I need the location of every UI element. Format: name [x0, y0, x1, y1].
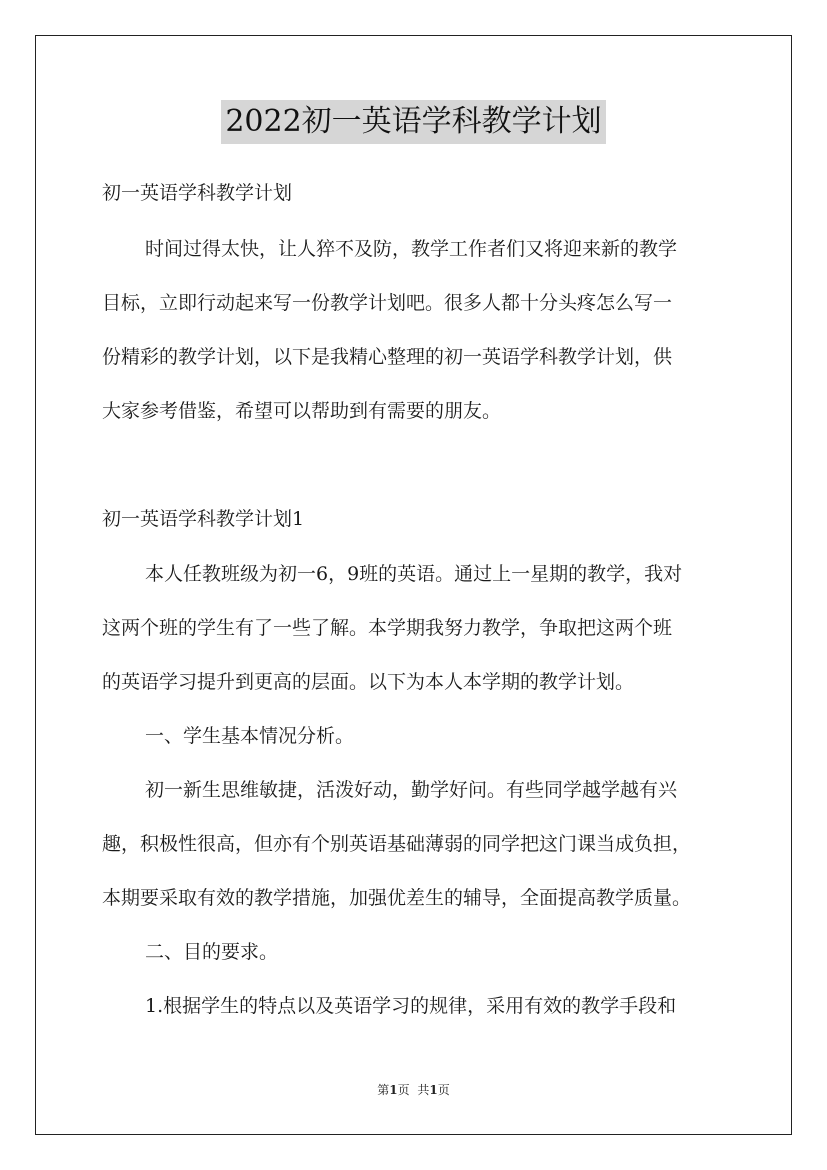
total-label-prefix: 共 — [417, 1083, 430, 1097]
paragraph-line: 大家参考借鉴，希望可以帮助到有需要的朋友。 — [102, 400, 502, 422]
section-heading-plan-1: 初一英语学科教学计划1 — [102, 508, 305, 530]
page-footer — [0, 1082, 827, 1098]
page-label-prefix: 第 — [377, 1083, 390, 1097]
subheading-goals: 二、目的要求。 — [145, 941, 279, 963]
paragraph-line: 份精彩的教学计划，以下是我精心整理的初一英语学科教学计划，供 — [102, 346, 673, 368]
document-title: 2022初一英语学科教学计划 — [221, 100, 605, 144]
total-pages: 1 — [429, 1083, 438, 1097]
page-number: 1 — [389, 1083, 398, 1097]
paragraph-line: 本人任教班级为初一6，9班的英语。通过上一星期的教学，我对 — [145, 563, 683, 585]
paragraph-line: 本期要采取有效的教学措施，加强优差生的辅导，全面提高教学质量。 — [102, 887, 692, 909]
paragraph-line: 目标，立即行动起来写一份教学计划吧。很多人都十分头疼怎么写一 — [102, 292, 673, 314]
paragraph-line: 这两个班的学生有了一些了解。本学期我努力教学，争取把这两个班 — [102, 617, 673, 639]
subheading-student-analysis: 一、学生基本情况分析。 — [145, 725, 355, 747]
paragraph-line: 趣，积极性很高，但亦有个别英语基础薄弱的同学把这门课当成负担， — [102, 833, 692, 855]
paragraph-line: 1.根据学生的特点以及英语学习的规律，采用有效的教学手段和 — [145, 995, 677, 1017]
paragraph-line: 初一新生思维敏捷，活泼好动，勤学好问。有些同学越学越有兴 — [145, 779, 678, 801]
paragraph-line: 的英语学习提升到更高的层面。以下为本人本学期的教学计划。 — [102, 671, 635, 693]
paragraph-line: 时间过得太快，让人猝不及防，教学工作者们又将迎来新的教学 — [145, 238, 678, 260]
section-heading-intro: 初一英语学科教学计划 — [102, 182, 293, 204]
total-label-suffix: 页 — [437, 1083, 450, 1097]
title-container — [0, 100, 827, 144]
page-label-suffix: 页 — [397, 1083, 410, 1097]
